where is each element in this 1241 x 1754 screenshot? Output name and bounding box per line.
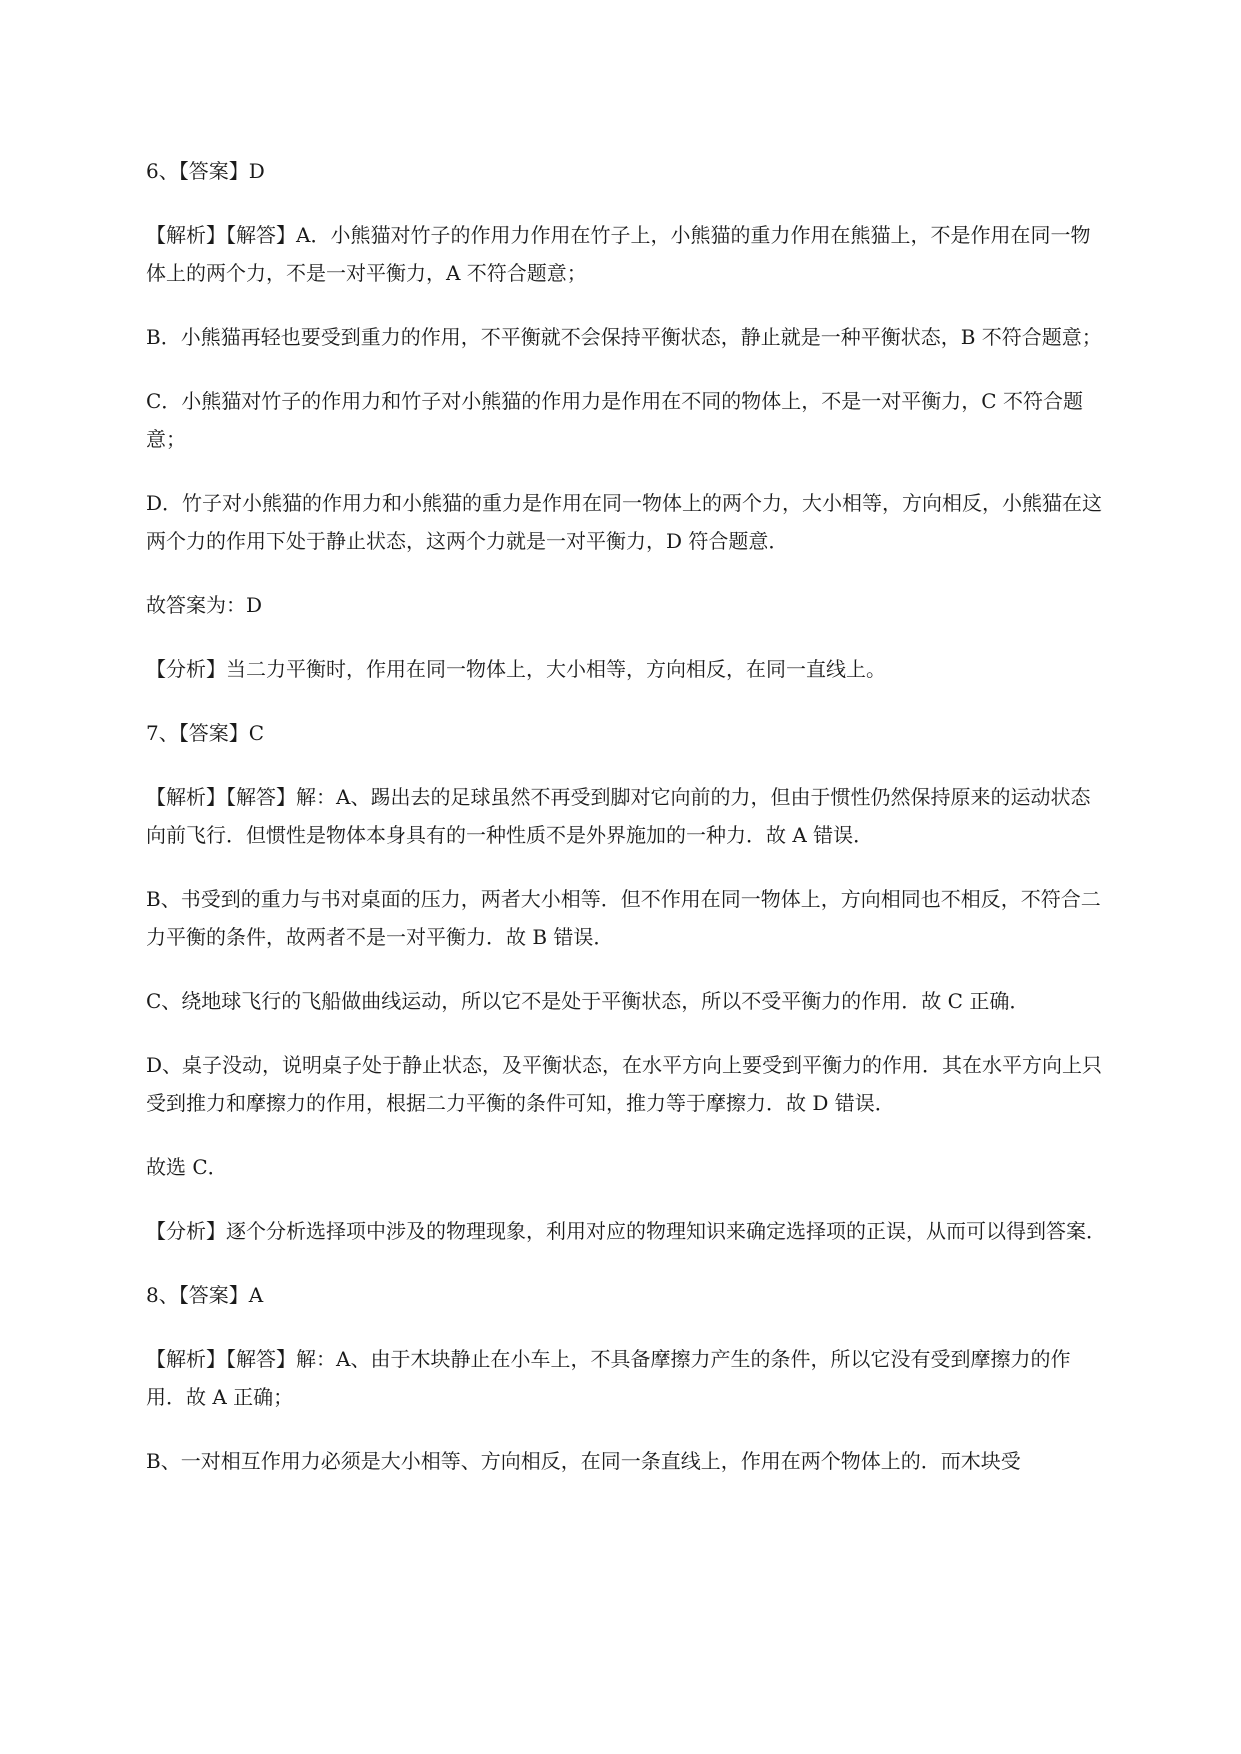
analysis-summary: 【分析】当二力平衡时，作用在同一物体上，大小相等，方向相反，在同一直线上。 <box>146 657 886 681</box>
option-explanation: B．小熊猫再轻也要受到重力的作用，不平衡就不会保持平衡状态，静止就是一种平衡状态，B 不符合题意； <box>146 325 1102 349</box>
answer-content <box>146 152 1106 1506</box>
option-explanation: D．竹子对小熊猫的作用力和小熊猫的重力是作用在同一物体上的两个力，大小相等，方向相反，小熊猫在这两个力的作用下处于静止状态，这两个力就是一对平衡力，D 符合题意． <box>146 491 1103 553</box>
answer-heading-q6: 6、【答案】D <box>146 159 265 183</box>
option-explanation: B、书受到的重力与书对桌面的压力，两者大小相等．但不作用在同一物体上，方向相同也不相反，不符合二力平衡的条件，故两者不是一对平衡力．故 B 错误． <box>146 887 1101 949</box>
final-answer: 故选 C． <box>146 1155 228 1179</box>
answer-heading-q7: 7、【答案】C <box>146 721 265 745</box>
option-explanation: D、桌子没动，说明桌子处于静止状态，及平衡状态，在水平方向上要受到平衡力的作用．其在水平方向上只受到推力和摩擦力的作用，根据二力平衡的条件可知，推力等于摩擦力．故 D 错误． <box>146 1053 1103 1115</box>
analysis-paragraph: 【解析】【解答】解：A、由于木块静止在小车上，不具备摩擦力产生的条件，所以它没有受到摩擦力的作用．故 A 正确； <box>146 1347 1071 1409</box>
option-explanation: B、一对相互作用力必须是大小相等、方向相反，在同一条直线上，作用在两个物体上的．而木块受 <box>146 1449 1021 1473</box>
option-explanation: C、绕地球飞行的飞船做曲线运动，所以它不是处于平衡状态，所以不受平衡力的作用．故 C 正确． <box>146 989 1030 1013</box>
answer-heading-q8: 8、【答案】A <box>146 1283 264 1307</box>
option-explanation: C．小熊猫对竹子的作用力和竹子对小熊猫的作用力是作用在不同的物体上，不是一对平衡力，C 不符合题意； <box>146 389 1083 451</box>
analysis-paragraph: 【解析】【解答】A．小熊猫对竹子的作用力作用在竹子上，小熊猫的重力作用在熊猫上，不是作用在同一物体上的两个力，不是一对平衡力，A 不符合题意； <box>146 223 1091 285</box>
analysis-summary: 【分析】逐个分析选择项中涉及的物理现象，利用对应的物理知识来确定选择项的正误，从而可以得到答案． <box>146 1219 1106 1243</box>
analysis-paragraph: 【解析】【解答】解：A、踢出去的足球虽然不再受到脚对它向前的力，但由于惯性仍然保持原来的运动状态向前飞行．但惯性是物体本身具有的一种性质不是外界施加的一种力．故 A 错误． <box>146 785 1091 847</box>
final-answer: 故答案为：D <box>146 593 263 617</box>
